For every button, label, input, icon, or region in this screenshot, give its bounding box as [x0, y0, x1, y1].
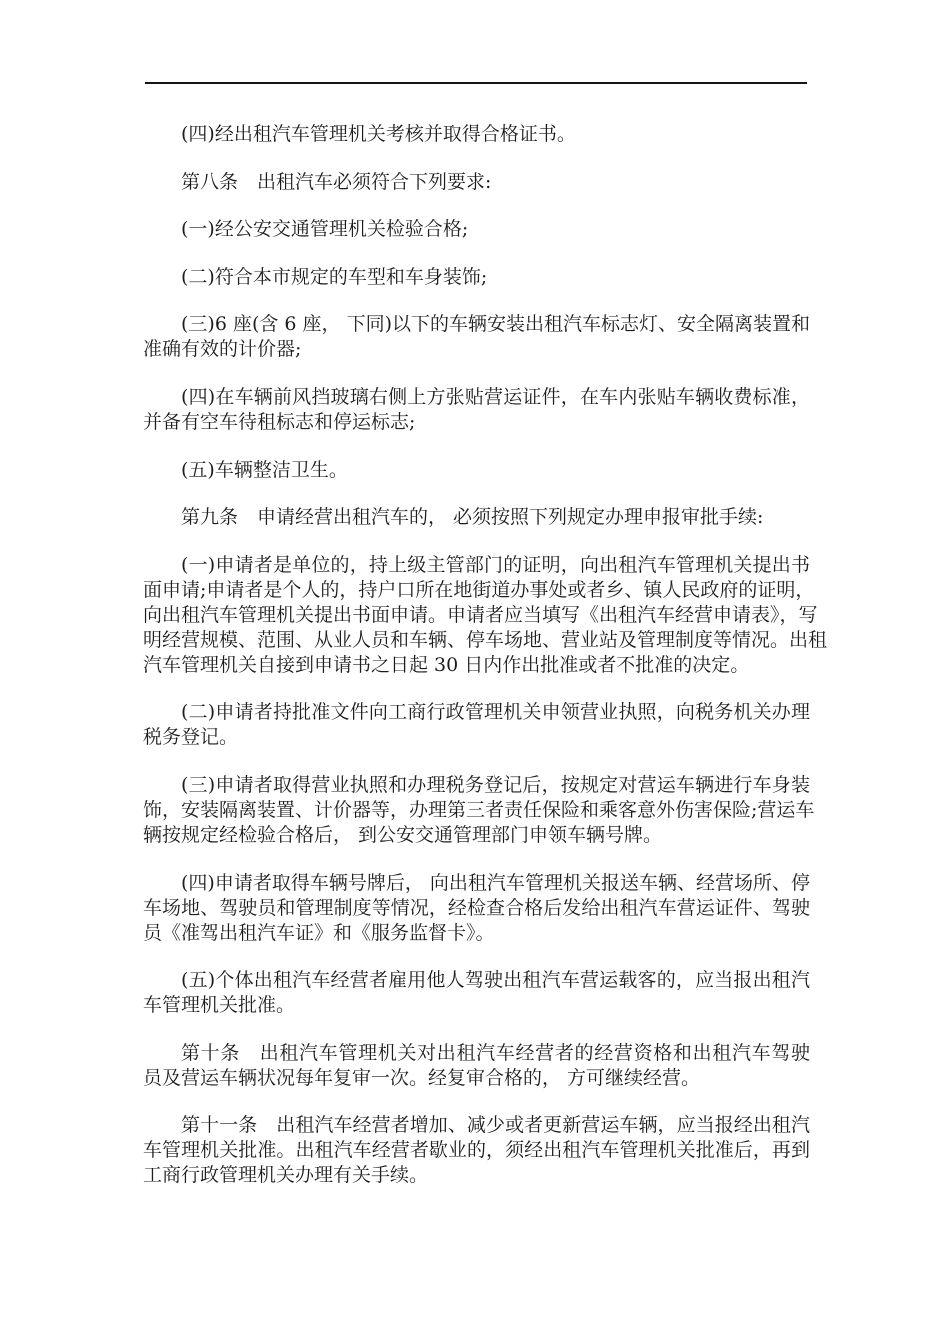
text-line: 税务登记。 [143, 726, 239, 749]
paragraph [143, 505, 810, 530]
paragraph [143, 1113, 810, 1188]
text-line: 车场地、驾驶员和管理制度等情况，经检查合格后发给出租汽车营运证件、驾驶 [143, 896, 810, 919]
text-line: 向出租汽车管理机关提出书面申请。申请者应当填写《出租汽车经营申请表》，写 [143, 603, 818, 626]
text-line: 车管理机关批准。出租汽车经营者歇业的，须经出租汽车管理机关批准后，再到 [143, 1139, 810, 1162]
text-line: (二)申请者持批准文件向工商行政管理机关申领营业执照，向税务机关办理 [181, 701, 810, 724]
paragraph [143, 773, 815, 848]
paragraph [143, 871, 810, 946]
text-line: (一)申请者是单位的，持上级主管部门的证明，向出租汽车管理机关提出书 [181, 553, 810, 576]
paragraph [143, 217, 810, 242]
text-line: 第八条 出租汽车必须符合下列要求: [181, 170, 492, 193]
text-line: (三)申请者取得营业执照和办理税务登记后，按规定对营运车辆进行车身装 [181, 773, 810, 796]
text-line: 第十一条 出租汽车经营者增加、减少或者更新营运车辆，应当报经出租汽 [181, 1114, 810, 1137]
text-line: 饰，安装隔离装置、计价器等，办理第三者责任保险和乘客意外伤害保险;营运车 [143, 798, 815, 821]
paragraph [143, 385, 810, 435]
text-line: (四)申请者取得车辆号牌后， 向出租汽车管理机关报送车辆、经营场所、停 [181, 871, 810, 894]
paragraph [143, 312, 810, 362]
paragraph [143, 700, 810, 750]
paragraph [143, 968, 810, 1018]
text-line: 明经营规模、范围、从业人员和车辆、停车场地、营业站及管理制度等情况。出租 [143, 628, 828, 651]
text-line: 员《准驾出租汽车证》和《服务监督卡》。 [143, 921, 495, 944]
text-line: 员及营运车辆状况每年复审一次。经复审合格的， 方可继续经营。 [143, 1066, 701, 1089]
text-line: (四)经出租汽车管理机关考核并取得合格证书。 [181, 123, 576, 145]
text-line: (三)6 座(含 6 座， 下同)以下的车辆安装出租汽车标志灯、安全隔离装置和 [181, 313, 810, 336]
text-line: (四)在车辆前风挡玻璃右侧上方张贴营运证件，在车内张贴车辆收费标准， [181, 385, 810, 408]
text-line: 面申请;申请者是个人的，持户口所在地街道办事处或者乡、镇人民政府的证明， [143, 578, 815, 601]
paragraph [143, 1041, 810, 1091]
text-line: 第十条 出租汽车管理机关对出租汽车经营者的经营资格和出租汽车驾驶 [181, 1041, 810, 1064]
text-line: (一)经公安交通管理机关检验合格; [181, 218, 469, 241]
paragraph [143, 265, 810, 290]
paragraph [143, 458, 810, 483]
text-line: 车管理机关批准。 [143, 994, 296, 1017]
text-line: 准确有效的计价器; [143, 338, 302, 361]
text-line: 第九条 申请经营出租汽车的， 必须按照下列规定办理申报审批手续: [181, 506, 764, 529]
text-line: (五)个体出租汽车经营者雇用他人驾驶出租汽车营运载客的，应当报出租汽 [181, 969, 810, 992]
text-line: 并备有空车待租标志和停运标志; [143, 410, 416, 433]
text-line: 工商行政管理机关办理有关手续。 [143, 1164, 429, 1187]
document-body [143, 122, 828, 1211]
text-line: (二)符合本市规定的车型和车身装饰; [181, 265, 488, 288]
paragraph [143, 170, 810, 195]
text-line: (五)车辆整洁卫生。 [181, 458, 348, 481]
paragraph [143, 553, 828, 678]
text-line: 辆按规定经检验合格后， 到公安交通管理部门申领车辆号牌。 [143, 823, 663, 846]
text-line: 汽车管理机关自接到申请书之日起 30 日内作出批准或者不批准的决定。 [143, 653, 750, 676]
paragraph [143, 122, 810, 147]
horizontal-rule [145, 82, 807, 84]
